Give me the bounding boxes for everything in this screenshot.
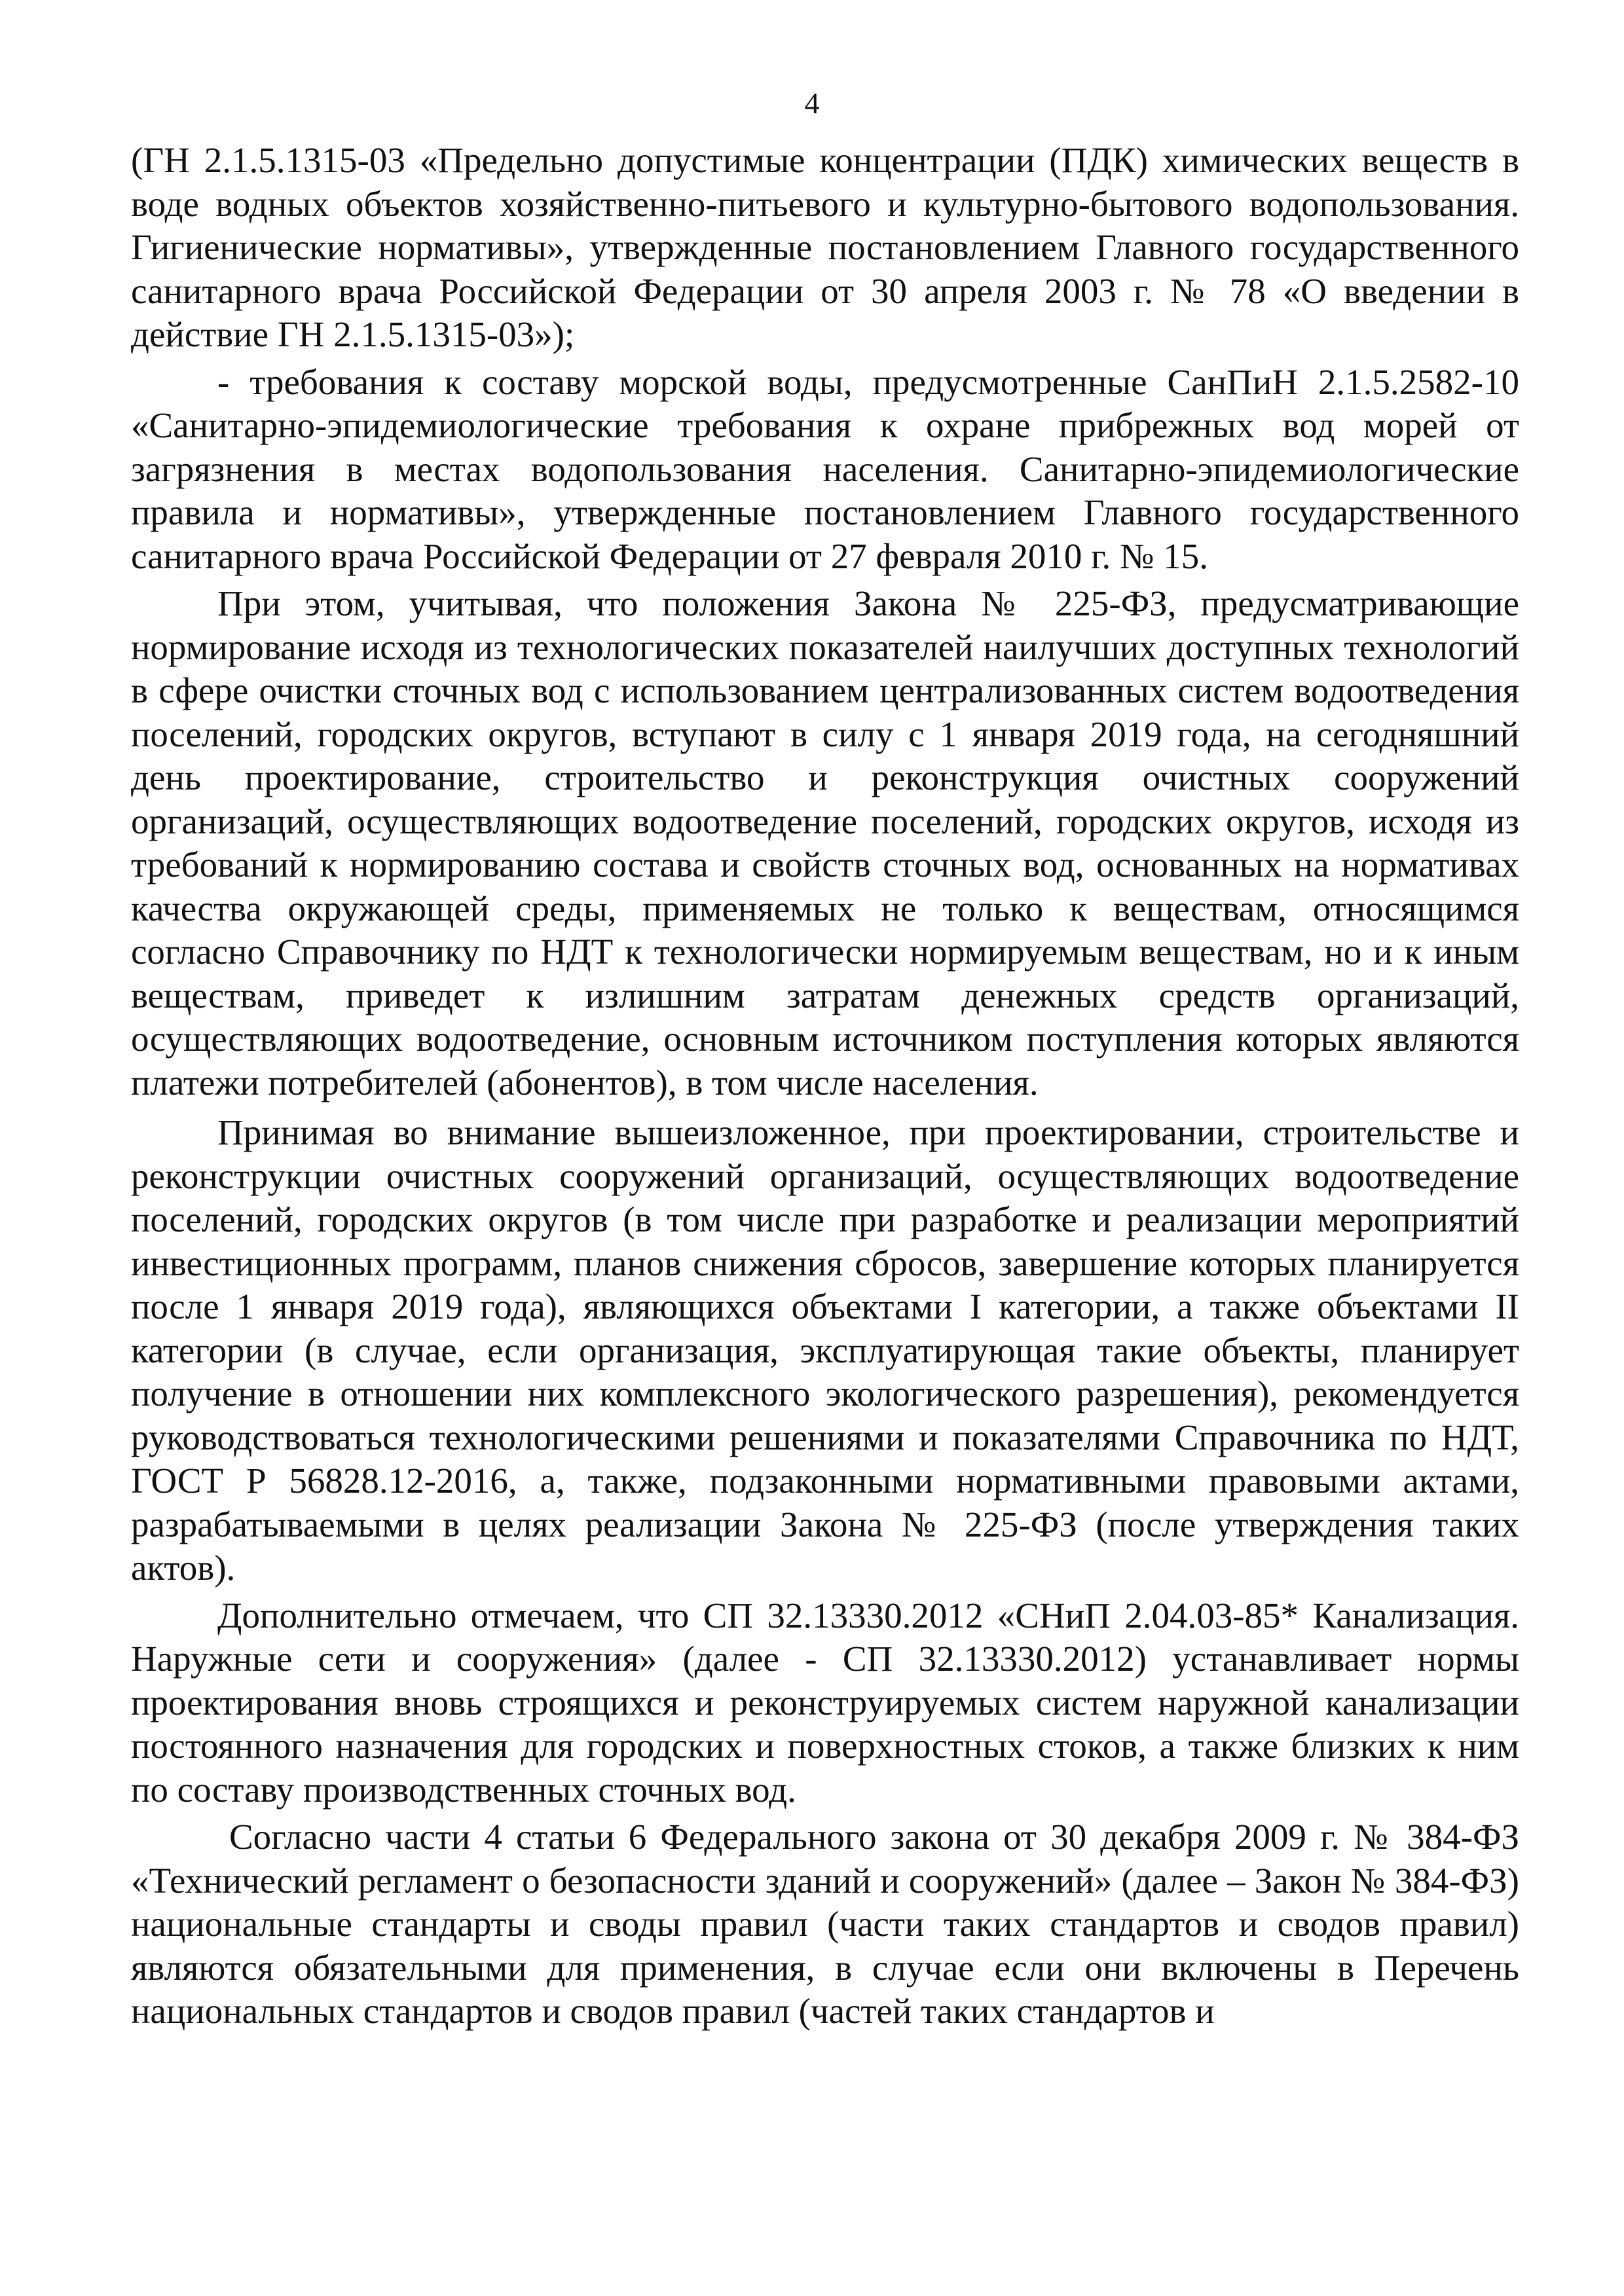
page-number: 4 [804, 86, 820, 120]
paragraph-sp-32-13330: Дополнительно отмечаем, что СП 32.13330.2012 «СНиП 2.04.03-85* Канализация. Наружные сети и сооружения» (далее - СП 32.13330.2012) устанавливает нормы проектирования вновь строящихся и реконструируемых систем наружной канализации постоянного назначения для городских и поверхностных стоков, а также близких к ним по составу производственных сточных вод. [131, 1595, 1519, 1810]
paragraph-law-384-fz: Согласно части 4 статьи 6 Федерального закона от 30 декабря 2009 г. № 384-ФЗ «Технический регламент о безопасности зданий и сооружений» (далее – Закон № 384-ФЗ) национальные стандарты и своды правил (части таких стандартов и сводов правил) являются обязательными для применения, в случае если они включены в Перечень национальных стандартов и сводов правил (частей таких стандартов и [131, 1817, 1519, 2031]
paragraph-sea-water-requirements: - требования к составу морской воды, предусмотренные СанПиН 2.1.5.2582-10 «Санитарно-эпидемиологические требования к охране прибрежных вод морей от загрязнения в местах водопользования населения. Санитарно-эпидемиологические правила и нормативы», утвержденные постановлением Главного государственного санитарного врача Российской Федерации от 27 февраля 2010 г. № 15. [131, 361, 1519, 576]
paragraph-gn-reference: (ГН 2.1.5.1315-03 «Предельно допустимые концентрации (ПДК) химических веществ в воде водных объектов хозяйственно-питьевого и культурно-бытового водопользования. Гигиенические нормативы», утвержденные постановлением Главного государственного санитарного врача Российской Федерации от 30 апреля 2003 г. № 78 «О введении в действие ГН 2.1.5.1315-03»); [131, 140, 1519, 354]
paragraph-recommendation: Принимая во внимание вышеизложенное, при проектировании, строительстве и реконструкции очистных сооружений организаций, осуществляющих водоотведение поселений, городских округов (в том числе при разработке и реализации мероприятий инвестиционных программ, планов снижения сбросов, завершение которых планируется после 1 января 2019 года), являющихся объектами I категории, а также объектами II категории (в случае, если организация, эксплуатирующая такие объекты, планирует получение в отношении них комплексного экологического разрешения), рекомендуется руководствоваться технологическими решениями и показателями Справочника по НДТ, ГОСТ Р 56828.12-2016, а, также, подзаконными нормативными правовыми актами, разрабатываемыми в целях реализации Закона № 225-ФЗ (после утверждения таких актов). [131, 1112, 1519, 1588]
paragraph-law-225-fz: При этом, учитывая, что положения Закона № 225-ФЗ, предусматривающие нормирование исходя из технологических показателей наилучших доступных технологий в сфере очистки сточных вод с использованием централизованных систем водоотведения поселений, городских округов, вступают в силу с 1 января 2019 года, на сегодняшний день проектирование, строительство и реконструкция очистных сооружений организаций, осуществляющих водоотведение поселений, городских округов, исходя из требований к нормированию состава и свойств сточных вод, основанных на нормативах качества окружающей среды, применяемых не только к веществам, относящимся согласно Справочнику по НДТ к технологически нормируемым веществам, но и к иным веществам, приведет к излишним затратам денежных средств организаций, осуществляющих водоотведение, основным источником поступления которых являются платежи потребителей (абонентов), в том числе населения. [131, 583, 1519, 1102]
document-body [131, 139, 1519, 2033]
